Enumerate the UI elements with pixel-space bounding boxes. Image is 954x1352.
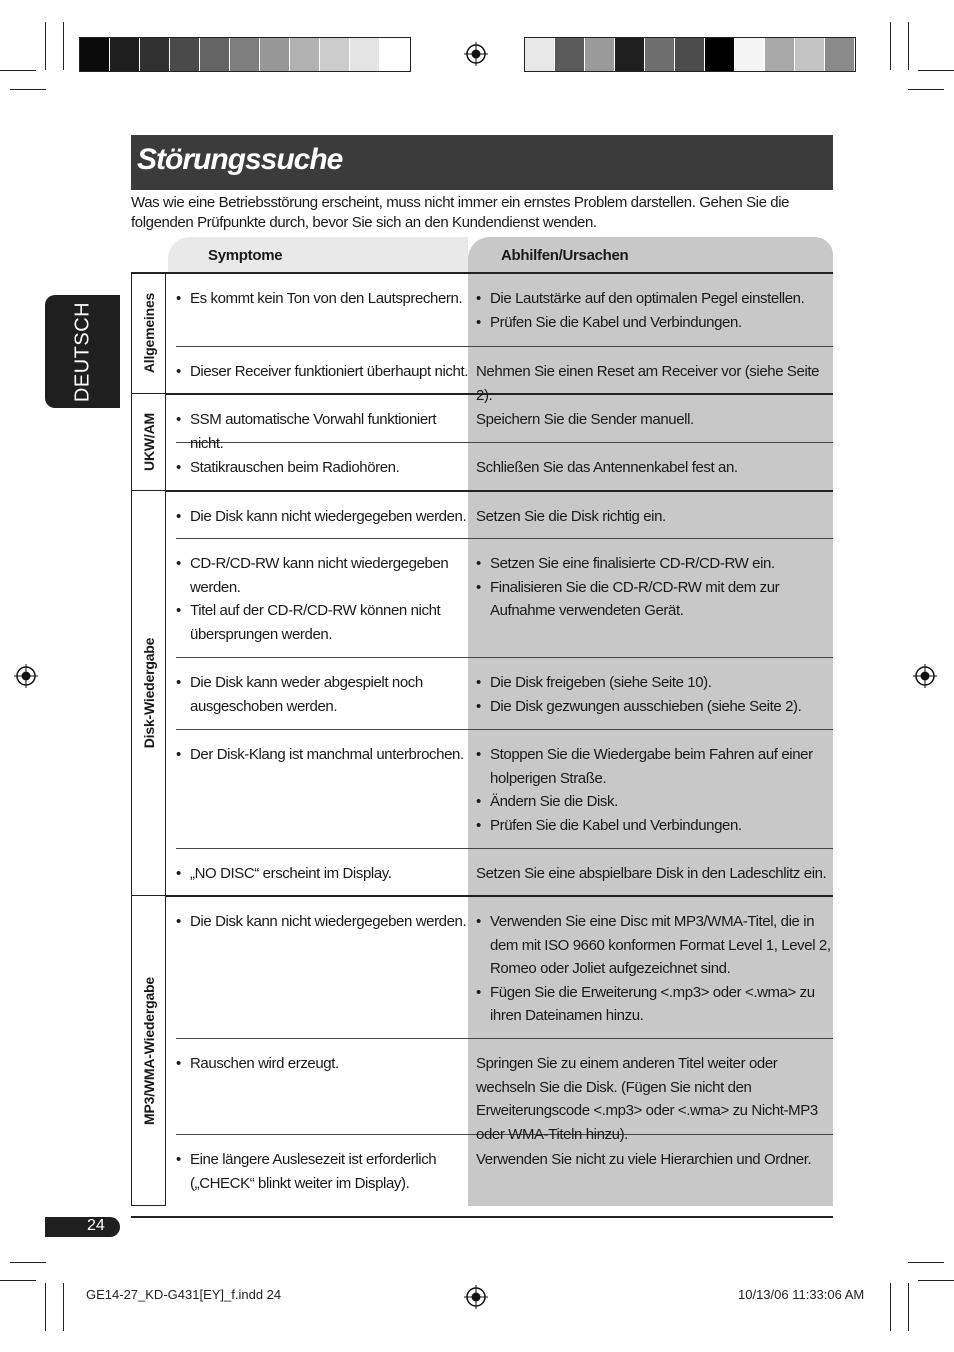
remedy-list xyxy=(476,743,833,837)
registration-mark-icon xyxy=(14,664,38,688)
category-allgemeines xyxy=(131,273,166,394)
list-item: • „NO DISC“ erscheint im Display. xyxy=(176,862,471,886)
remedy-list xyxy=(476,671,833,718)
remedy-text: Schließen Sie das Antennenkabel fest an. xyxy=(476,459,738,476)
color-bar-right xyxy=(524,37,856,72)
symptom-cell xyxy=(176,287,471,311)
color-bar-left xyxy=(79,37,411,72)
color-swatch xyxy=(380,38,410,71)
color-swatch xyxy=(525,38,555,71)
remedy-list xyxy=(476,552,833,623)
list-item: • Der Disk-Klang ist manchmal unterbrochen. xyxy=(176,743,471,767)
list-item: • Eine längere Auslesezeit ist erforderlich („CHECK“ blinkt weiter im Display). xyxy=(176,1148,471,1195)
symptom-cell xyxy=(176,552,471,646)
color-swatch xyxy=(110,38,140,71)
color-swatch xyxy=(170,38,200,71)
remedy-cell xyxy=(476,1148,833,1172)
symptom-list xyxy=(176,552,471,646)
symptom-list xyxy=(176,287,471,311)
category-label: UKW/AM xyxy=(140,413,157,471)
color-swatch xyxy=(260,38,290,71)
table-row xyxy=(166,394,833,452)
list-item: • Fügen Sie die Erweiterung <.mp3> oder <.wma> zu ihren Dateinamen hinzu. xyxy=(476,981,833,1028)
symptom-cell xyxy=(176,505,471,529)
symptom-list xyxy=(176,505,471,529)
symptom-list xyxy=(176,360,471,384)
table-row xyxy=(166,442,833,491)
symptom-list xyxy=(176,743,471,767)
table-row xyxy=(166,657,833,729)
remedy-cell xyxy=(476,743,833,837)
list-item: • CD-R/CD-RW kann nicht wiedergegeben werden. xyxy=(176,552,471,599)
color-swatch xyxy=(735,38,765,71)
language-label: DEUTSCH xyxy=(71,301,93,402)
column-header-symptoms xyxy=(168,237,468,273)
page-number-tab xyxy=(45,1217,120,1237)
remedy-list xyxy=(476,910,833,1028)
remedy-cell xyxy=(476,671,833,718)
remedy-cell xyxy=(476,505,833,529)
remedy-cell xyxy=(476,408,833,432)
color-swatch xyxy=(140,38,170,71)
list-item: • Es kommt kein Ton von den Lautsprechern. xyxy=(176,287,471,311)
color-swatch xyxy=(230,38,260,71)
remedy-cell xyxy=(476,552,833,623)
footer-filename: GE14-27_KD-G431[EY]_f.indd 24 xyxy=(86,1287,282,1302)
troubleshooting-table xyxy=(131,273,833,1206)
symptom-cell xyxy=(176,1148,471,1195)
list-item: • Finalisieren Sie die CD-R/CD-RW mit dem zur Aufnahme verwendeten Gerät. xyxy=(476,576,833,623)
color-swatch xyxy=(290,38,320,71)
list-item: • Die Disk kann weder abgespielt noch ausgeschoben werden. xyxy=(176,671,471,718)
language-tab xyxy=(45,295,120,408)
list-item: • Setzen Sie eine finalisierte CD-R/CD-RW ein. xyxy=(476,552,833,576)
symptom-cell xyxy=(176,862,471,886)
remedy-list xyxy=(476,287,833,334)
list-item: • Statikrauschen beim Radiohören. xyxy=(176,456,471,480)
remedy-cell xyxy=(476,910,833,1028)
symptom-cell xyxy=(176,671,471,718)
column-header-symptoms-label: Symptome xyxy=(208,247,283,264)
list-item: • Stoppen Sie die Wiedergabe beim Fahren auf einer holperigen Straße. xyxy=(476,743,833,790)
symptom-list xyxy=(176,862,471,886)
list-item: • SSM automatische Vorwahl funktioniert nicht. xyxy=(176,408,471,455)
symptom-cell xyxy=(176,743,471,767)
remedy-text: Setzen Sie eine abspielbare Disk in den Ladeschlitz ein. xyxy=(476,865,827,882)
category-label: Disk-Wiedergabe xyxy=(140,637,157,749)
color-swatch xyxy=(825,38,855,71)
color-swatch xyxy=(585,38,615,71)
symptom-cell xyxy=(176,910,471,934)
category-label: MP3/WMA-Wiedergabe xyxy=(140,976,157,1125)
table-row xyxy=(166,729,833,848)
color-swatch xyxy=(795,38,825,71)
color-swatch xyxy=(555,38,585,71)
registration-mark-icon xyxy=(913,664,937,688)
page-number: 24 xyxy=(87,1217,105,1234)
symptom-list xyxy=(176,910,471,934)
category-mp3-wma-wiedergabe xyxy=(131,896,166,1206)
registration-mark-icon xyxy=(464,1285,488,1309)
category-disk-wiedergabe xyxy=(131,491,166,896)
column-header-remedies xyxy=(468,237,833,273)
list-item: • Verwenden Sie eine Disc mit MP3/WMA-Titel, die in dem mit ISO 9660 konformen Format Level 1, Level 2, Romeo oder Joliet aufgezeichnet sind. xyxy=(476,910,833,981)
category-label: Allgemeines xyxy=(140,292,157,374)
symptom-list xyxy=(176,1148,471,1195)
remedy-cell xyxy=(476,862,833,886)
list-item: • Prüfen Sie die Kabel und Verbindungen. xyxy=(476,311,833,335)
color-swatch xyxy=(80,38,110,71)
symptom-cell xyxy=(176,360,471,384)
remedy-cell xyxy=(476,456,833,480)
remedy-text: Speichern Sie die Sender manuell. xyxy=(476,411,694,428)
list-item: • Die Disk freigeben (siehe Seite 10). xyxy=(476,671,833,695)
intro-text: Was wie eine Betriebsstörung erscheint, muss nicht immer ein ernstes Problem darstellen. Gehen Sie die folgenden Prüfpunkte durch, bevor Sie sich an den Kundendienst wenden. xyxy=(131,194,790,231)
table-row xyxy=(166,1134,833,1206)
remedy-cell xyxy=(476,1052,833,1146)
color-swatch xyxy=(615,38,645,71)
title-bar xyxy=(131,135,833,190)
list-item: • Die Disk kann nicht wiedergegeben werden. xyxy=(176,910,471,934)
list-item: • Die Lautstärke auf den optimalen Pegel einstellen. xyxy=(476,287,833,311)
remedy-text: Setzen Sie die Disk richtig ein. xyxy=(476,508,666,525)
page-title: Störungssuche xyxy=(137,143,343,176)
registration-mark-icon xyxy=(464,42,488,66)
color-swatch xyxy=(765,38,795,71)
list-item: • Dieser Receiver funktioniert überhaupt nicht. xyxy=(176,360,471,384)
list-item: • Die Disk gezwungen ausschieben (siehe Seite 2). xyxy=(476,695,833,719)
symptom-cell xyxy=(176,1052,471,1076)
bottom-rule xyxy=(131,1216,833,1218)
table-row xyxy=(166,1038,833,1143)
color-swatch xyxy=(200,38,230,71)
list-item: • Ändern Sie die Disk. xyxy=(476,790,833,814)
list-item: • Prüfen Sie die Kabel und Verbindungen. xyxy=(476,814,833,838)
remedy-text: Springen Sie zu einem anderen Titel weiter oder wechseln Sie die Disk. (Fügen Sie nicht den Erweiterungscode <.mp3> oder <.wma> zu Nicht-MP3 oder WMA-Titeln hinzu). xyxy=(476,1055,818,1143)
table-row xyxy=(166,491,833,538)
symptom-cell xyxy=(176,456,471,480)
table-row xyxy=(166,346,833,404)
color-swatch xyxy=(645,38,675,71)
list-item: • Die Disk kann nicht wiedergegeben werden. xyxy=(176,505,471,529)
table-row xyxy=(166,896,833,1038)
color-swatch xyxy=(675,38,705,71)
table-row xyxy=(166,848,833,896)
table-row xyxy=(166,273,833,346)
remedy-text: Verwenden Sie nicht zu viele Hierarchien und Ordner. xyxy=(476,1151,812,1168)
list-item: • Titel auf der CD-R/CD-RW können nicht übersprungen werden. xyxy=(176,599,471,646)
symptom-list xyxy=(176,456,471,480)
list-item: • Rauschen wird erzeugt. xyxy=(176,1052,471,1076)
color-swatch xyxy=(350,38,380,71)
symptom-list xyxy=(176,1052,471,1076)
remedy-text: Nehmen Sie einen Reset am Receiver vor (siehe Seite 2). xyxy=(476,363,820,404)
remedy-cell xyxy=(476,287,833,334)
color-swatch xyxy=(320,38,350,71)
column-header-remedies-label: Abhilfen/Ursachen xyxy=(501,247,629,264)
footer-timestamp: 10/13/06 11:33:06 AM xyxy=(738,1287,865,1302)
symptom-list xyxy=(176,671,471,718)
table-row xyxy=(166,538,833,657)
color-swatch xyxy=(705,38,735,71)
category-ukw-am xyxy=(131,394,166,491)
